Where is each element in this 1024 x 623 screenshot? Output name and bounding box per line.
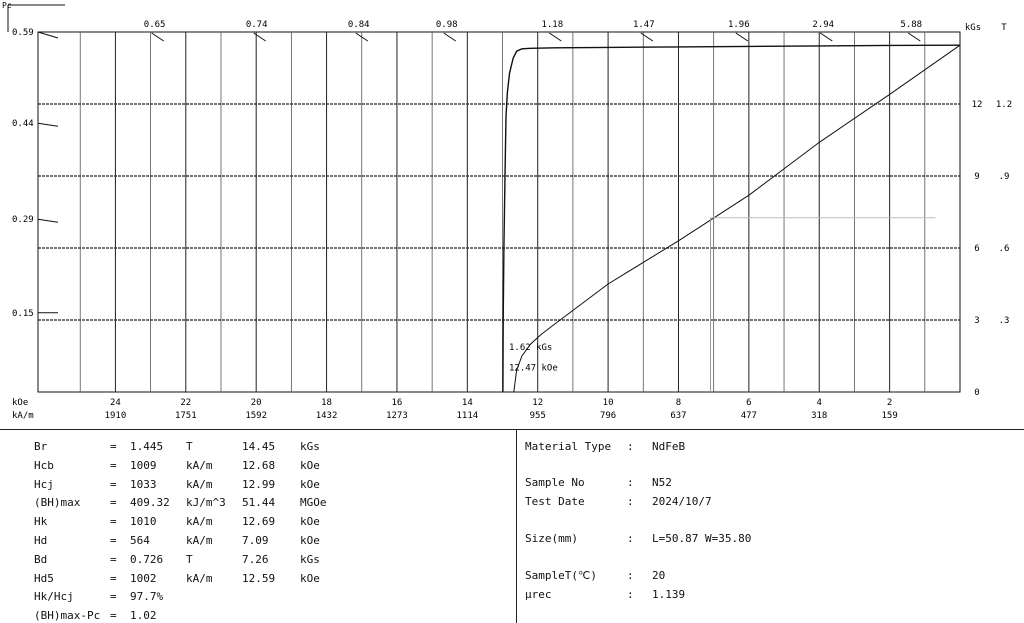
info-colon: :	[627, 440, 634, 453]
x-tick-label-kam: 955	[529, 411, 546, 421]
info-colon: :	[627, 588, 634, 601]
pc-top-tick	[549, 33, 561, 41]
result-name: Hcj	[34, 477, 54, 491]
result-name: (BH)max	[34, 496, 81, 510]
result-name: Br	[34, 440, 48, 453]
pc-top-tick	[820, 33, 832, 41]
x-tick-label-koe: 12	[532, 398, 544, 408]
result-unit1: T	[186, 440, 193, 453]
info-value: 2024/10/7	[652, 495, 712, 508]
series-j-curve	[503, 45, 960, 392]
series-b-curve	[514, 45, 960, 392]
result-unit1: kA/m	[186, 571, 213, 585]
result-eq: =	[110, 440, 117, 453]
result-value2: 12.68	[242, 458, 276, 472]
info-colon: :	[627, 569, 634, 582]
y-tick-label-t: 1.2	[995, 100, 1013, 110]
result-value: 1033	[130, 477, 157, 491]
info-colon: :	[627, 476, 634, 489]
result-unit2: kGs	[300, 552, 320, 566]
sample-info-panel	[517, 430, 1024, 623]
result-value: 409.32	[130, 496, 170, 510]
result-value: 1010	[130, 515, 157, 529]
info-value: 20	[652, 569, 666, 582]
result-unit1: kA/m	[186, 534, 213, 547]
result-unit2: kOe	[300, 458, 320, 472]
result-value: 1.445	[130, 440, 164, 453]
result-name: Bd	[34, 552, 48, 566]
pc-corner-label: Pc	[2, 1, 12, 10]
pc-top-label: 1.18	[541, 20, 564, 30]
y-tick-label-kgs: 0	[974, 388, 980, 398]
x-tick-label-kam: 1751	[174, 411, 197, 421]
info-value: L=50.87 W=35.80	[652, 532, 752, 545]
result-value: 1002	[130, 571, 157, 585]
magnetic-results-panel	[0, 430, 516, 623]
x-tick-label-kam: 1910	[104, 411, 127, 421]
result-unit2: kOe	[300, 534, 320, 547]
x-tick-label-koe: 10	[602, 398, 614, 408]
pc-top-label: 5.88	[900, 20, 923, 30]
y-tick-label-kgs: 3	[974, 316, 980, 326]
x-tick-label-koe: 4	[816, 398, 822, 408]
plot-frame	[38, 32, 960, 392]
result-eq: =	[110, 515, 117, 529]
y-tick-label-t: .6	[998, 244, 1010, 254]
x-tick-label-kam: 1432	[315, 411, 338, 421]
y-tick-label-kgs: 9	[974, 172, 980, 182]
info-label: Material Type	[525, 440, 612, 453]
result-name: Hk	[34, 515, 48, 529]
x-tick-label-kam: 318	[811, 411, 828, 421]
info-label: SampleT(℃)	[525, 569, 597, 582]
x-tick-label-kam: 1273	[386, 411, 408, 421]
x-tick-label-kam: 477	[740, 411, 757, 421]
result-value: 1.02	[130, 609, 157, 623]
result-value2: 7.09	[242, 534, 269, 547]
x-tick-label-koe: 16	[391, 398, 403, 408]
y-unit-secondary: T	[1001, 23, 1007, 33]
result-unit2: kOe	[300, 515, 320, 529]
result-eq: =	[110, 609, 117, 623]
result-value: 564	[130, 534, 150, 547]
result-name: Hk/Hcj	[34, 590, 74, 604]
x-tick-label-koe: 2	[886, 398, 893, 408]
pc-top-tick	[444, 33, 456, 41]
annotation-koe: 12.47 kOe	[509, 363, 558, 374]
x-tick-label-koe: 22	[180, 398, 192, 408]
info-colon: :	[627, 532, 634, 545]
y-tick-label-kgs: 12	[971, 100, 983, 110]
pc-top-label: 0.74	[245, 20, 268, 30]
pc-top-label: 0.65	[143, 20, 166, 30]
x-tick-label-koe: 20	[250, 398, 262, 408]
x-tick-label-kam: 1114	[456, 411, 479, 421]
pc-left-tick	[38, 123, 58, 126]
result-unit1: kA/m	[186, 515, 213, 529]
pc-top-label: 0.84	[347, 20, 370, 30]
result-eq: =	[110, 477, 117, 491]
y-tick-label-kgs: 6	[974, 244, 980, 254]
result-unit1: T	[186, 552, 193, 566]
pc-top-label: 1.96	[727, 20, 750, 30]
result-unit2: kOe	[300, 477, 320, 491]
pc-left-tick	[38, 32, 58, 38]
info-value: 1.139	[652, 588, 686, 601]
info-value: N52	[652, 476, 672, 489]
info-colon: :	[627, 495, 634, 508]
x-tick-label-kam: 637	[670, 411, 687, 421]
pc-left-label: 0.59	[12, 28, 34, 38]
result-eq: =	[110, 552, 117, 566]
pc-top-tick	[736, 33, 748, 41]
info-label: μrec	[525, 588, 552, 601]
x-tick-label-koe: 8	[675, 398, 682, 408]
pc-top-tick	[908, 33, 920, 41]
result-eq: =	[110, 590, 117, 604]
info-label: Sample No	[525, 476, 585, 489]
info-label: Test Date	[525, 495, 585, 508]
x-tick-label-koe: 18	[321, 398, 332, 408]
result-value2: 12.59	[242, 571, 276, 585]
pc-top-label: 0.98	[435, 20, 458, 30]
annotation-kgs: 1.62 kGs	[509, 343, 553, 353]
result-value2: 7.26	[242, 552, 269, 566]
pc-left-tick	[38, 219, 58, 222]
result-unit2: kOe	[300, 571, 320, 585]
result-eq: =	[110, 534, 117, 547]
result-unit1: kJ/m^3	[186, 496, 226, 510]
result-value2: 14.45	[242, 440, 276, 453]
result-value2: 12.99	[242, 477, 276, 491]
result-value: 97.7%	[130, 590, 164, 604]
result-unit1: kA/m	[186, 477, 213, 491]
pc-left-label: 0.44	[12, 119, 34, 130]
info-value: NdFeB	[652, 440, 686, 453]
result-value2: 51.44	[242, 496, 276, 510]
result-unit2: MGOe	[300, 496, 327, 510]
result-name: Hd	[34, 534, 48, 547]
result-eq: =	[110, 496, 117, 510]
pc-top-tick	[152, 33, 164, 41]
x-tick-label-kam: 159	[881, 411, 898, 421]
pc-left-label: 0.15	[12, 308, 34, 319]
pc-top-label: 1.47	[632, 20, 655, 30]
info-label: Size(mm)	[525, 532, 578, 545]
y-unit-primary: kGs	[964, 23, 982, 33]
x-unit-primary: kOe	[12, 398, 29, 408]
result-value2: 12.69	[242, 515, 276, 529]
result-name: Hd5	[34, 571, 54, 585]
pc-left-label: 0.29	[12, 215, 34, 226]
result-value: 1009	[130, 458, 157, 472]
result-value: 0.726	[130, 552, 164, 566]
x-tick-label-koe: 24	[109, 398, 121, 408]
result-name: (BH)max-Pc	[34, 609, 101, 623]
x-tick-label-koe: 14	[461, 398, 473, 408]
result-unit2: kGs	[300, 440, 320, 453]
result-eq: =	[110, 571, 117, 585]
y-tick-label-t: .9	[998, 172, 1010, 182]
result-name: Hcb	[34, 458, 54, 472]
result-unit1: kA/m	[186, 458, 213, 472]
pc-top-label: 2.94	[812, 20, 835, 30]
result-eq: =	[110, 458, 117, 472]
pc-top-tick	[254, 33, 266, 41]
pc-top-tick	[641, 33, 653, 41]
x-tick-label-kam: 1592	[245, 411, 268, 421]
y-tick-label-t: .3	[998, 316, 1010, 326]
x-tick-label-koe: 6	[746, 398, 752, 408]
x-unit-secondary: kA/m	[12, 411, 34, 421]
x-tick-label-kam: 796	[599, 411, 617, 421]
